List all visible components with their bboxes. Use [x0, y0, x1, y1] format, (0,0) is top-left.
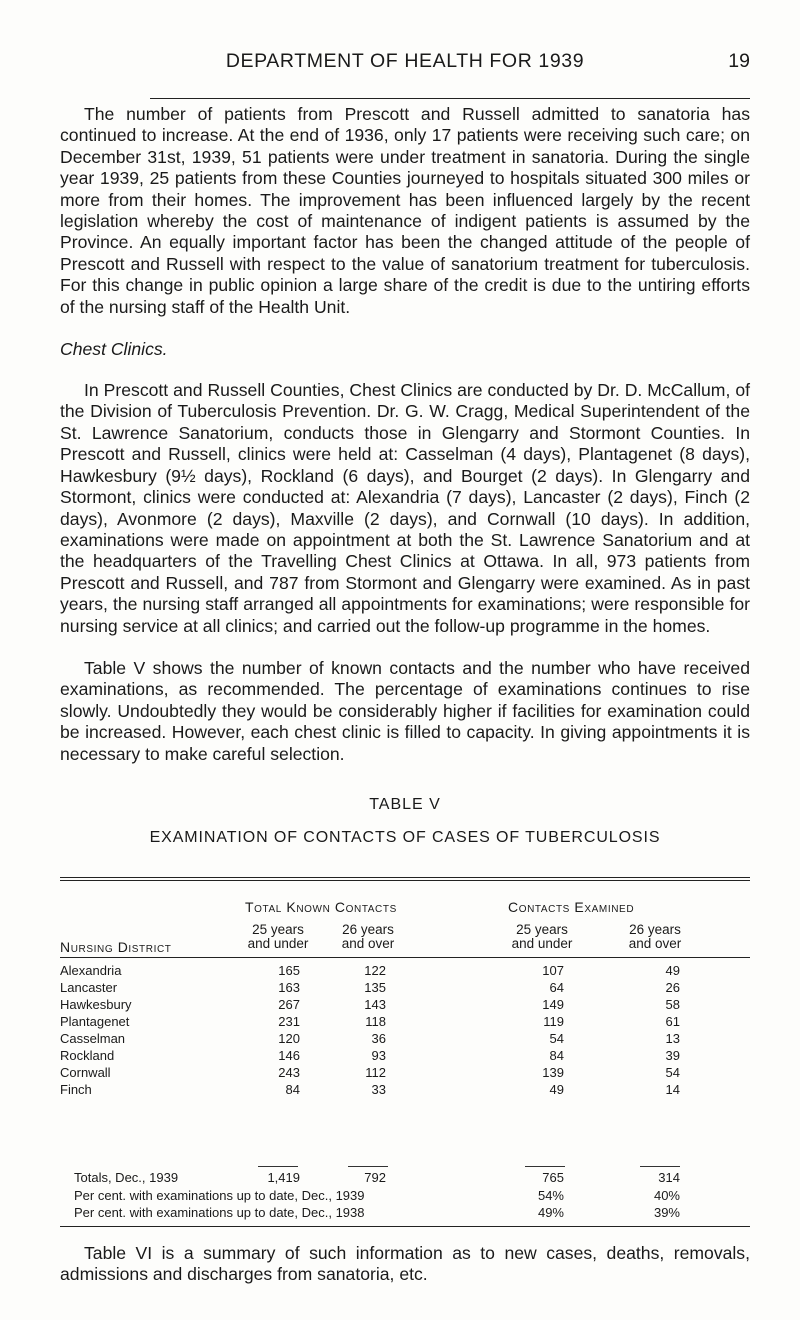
row-exam-over: 54 [665, 1064, 680, 1080]
dash-exam-under [525, 1166, 565, 1167]
row-known-over: 33 [371, 1081, 386, 1097]
pct-1939-under: 54% [537, 1188, 564, 1203]
row-exam-over: 26 [665, 979, 680, 995]
totals-exam-under: 765 [542, 1170, 564, 1185]
row-exam-over: 61 [665, 1013, 680, 1029]
pct-1939-label: Per cent. with examinations up to date, Dec., 1939 [74, 1188, 365, 1203]
row-district: Rockland [60, 1047, 115, 1063]
pct-1939-over: 40% [653, 1188, 680, 1203]
row-exam-under: 64 [549, 979, 564, 995]
row-district: Finch [60, 1081, 92, 1097]
page-title: DEPARTMENT OF HEALTH FOR 1939 [225, 50, 585, 72]
col-header-district: Nursing District [60, 938, 172, 955]
table-subtitle: EXAMINATION OF CONTACTS OF CASES OF TUBERCULOSIS [149, 828, 661, 846]
table-row [60, 1065, 750, 1082]
table-row [60, 1014, 750, 1031]
row-exam-under: 54 [549, 1030, 564, 1046]
table-row [60, 1082, 750, 1099]
pct-1938-under: 49% [537, 1205, 564, 1220]
table-rule-top [60, 877, 750, 878]
paragraph-table-vi: Table VI is a summary of such information as to new cases, deaths, removals, admissions and discharges from sanatoria, etc. [60, 1243, 750, 1285]
row-exam-under: 49 [549, 1081, 564, 1097]
document-page [60, 40, 750, 1133]
row-exam-under: 107 [542, 962, 564, 978]
totals-exam-over: 314 [658, 1170, 680, 1185]
row-exam-under: 149 [542, 996, 564, 1012]
table-row [60, 1048, 750, 1065]
group-header-known: Total Known Contacts [245, 898, 397, 915]
row-known-under: 243 [278, 1064, 300, 1080]
col-header-known-over-line1: 26 years [342, 921, 394, 937]
row-exam-under: 119 [543, 1013, 564, 1029]
row-known-under: 165 [278, 962, 300, 978]
row-known-under: 267 [278, 996, 300, 1012]
group-header-examined: Contacts Examined [508, 898, 635, 915]
col-header-known-over-line2: and over [341, 935, 395, 951]
row-known-under: 163 [278, 979, 300, 995]
pct-1938-label: Per cent. with examinations up to date, Dec., 1938 [74, 1205, 365, 1220]
row-district: Plantagenet [60, 1013, 130, 1029]
row-district: Casselman [60, 1030, 126, 1046]
table-footer-inner [60, 907, 750, 997]
row-known-over: 36 [371, 1030, 386, 1046]
totals-label: Totals, Dec., 1939 [74, 1170, 179, 1185]
col-header-exam-under-line1: 25 years [516, 921, 568, 937]
row-known-under: 84 [285, 1081, 300, 1097]
header-rule [150, 98, 750, 99]
col-header-exam-over-line1: 26 years [629, 921, 681, 937]
row-district: Hawkesbury [60, 996, 132, 1012]
row-district: Lancaster [60, 979, 118, 995]
table-title: TABLE V [369, 795, 441, 813]
row-exam-under: 139 [542, 1064, 564, 1080]
table-rule-top-double [60, 880, 750, 881]
page-number: 19 [728, 50, 750, 72]
dash-known-over [348, 1166, 388, 1167]
dash-exam-over [640, 1166, 680, 1167]
table-rule-bottom [60, 1226, 750, 1227]
row-exam-over: 39 [665, 1047, 680, 1063]
row-known-under: 120 [278, 1030, 300, 1046]
row-district: Cornwall [60, 1064, 111, 1080]
row-known-over: 93 [371, 1047, 386, 1063]
table-row [60, 1031, 750, 1048]
row-known-over: 118 [365, 1013, 386, 1029]
page-header [60, 40, 750, 80]
paragraph-table-v-intro: Table V shows the number of known contacts and the number who have received examinations, as recommended. The percentage of examinations continues to rise slowly. Undoubtedly they would be considerably higher if facilities for examination could be increased. However, each chest clinic is filled to capacity. In giving appointments it is necessary to make careful selection. [60, 657, 750, 764]
row-exam-over: 14 [665, 1081, 680, 1097]
section-title-chest-clinics: Chest Clinics. [60, 339, 168, 360]
table-row [60, 997, 750, 1014]
row-known-under: 146 [278, 1047, 300, 1063]
row-exam-over: 13 [665, 1030, 680, 1046]
col-header-known-under-line2: and under [247, 935, 309, 951]
row-known-under: 231 [278, 1013, 300, 1029]
totals-known-over: 792 [364, 1170, 386, 1185]
row-exam-over: 58 [665, 996, 680, 1012]
row-exam-under: 84 [549, 1047, 564, 1063]
row-known-over: 135 [364, 979, 386, 995]
row-known-over: 112 [365, 1064, 386, 1080]
pct-1938-over: 39% [653, 1205, 680, 1220]
row-exam-over: 49 [665, 962, 680, 978]
row-district: Alexandria [60, 962, 122, 978]
dash-known-under [258, 1166, 298, 1167]
paragraph-sanatoria: The number of patients from Prescott and Russell admitted to sanatoria has continued to increase. At the end of 1936, only 17 patients were receiving such care; on December 31st, 1939, 51 patients were under treatment in sanatoria. During the single year 1939, 25 patients from these Counties journeyed to hospitals situated 300 miles or more from their homes. The improvement has been influenced largely by the recent legislation whereby the cost of maintenance of indigent patients is assumed by the Province. An equally important factor has been the changed attitude of the people of Prescott and Russell with respect to the value of sanatorium treatment for tuberculosis. For this change in public opinion a large share of the credit is due to the untiring efforts of the nursing staff of the Health Unit. [60, 104, 750, 317]
row-known-over: 143 [364, 996, 386, 1012]
row-known-over: 122 [364, 962, 386, 978]
paragraph-chest-clinics: In Prescott and Russell Counties, Chest Clinics are conducted by Dr. D. McCallum, of the Division of Tuberculosis Prevention. Dr. G. W. Cragg, Medical Superintendent of the St. Lawrence Sanatorium, conducts those in Glengarry and Stormont Counties. In Prescott and Russell, clinics were held at: Casselman (4 days), Plantagenet (8 days), Hawkesbury (9½ days), Rockland (6 days), and Bourget (2 days). In Glengarry and Stormont, clinics were conducted at: Alexandria (7 days), Lancaster (2 days), Finch (2 days), Avonmore (2 days), Maxville (2 days), and Cornwall (10 days). In addition, examinations were made on appointment at both the St. Lawrence Sanatorium and at the headquarters of the Travelling Chest Clinics at Ottawa. In all, 973 patients from Prescott and Russell, and 787 from Stormont and Glengarry were examined. As in past years, the nursing staff arranged all appointments for examinations; were responsible for nursing service at all clinics; and carried out the follow-up programme in the homes. [60, 380, 750, 636]
col-header-exam-over-line2: and over [628, 935, 682, 951]
col-header-exam-under-line2: and under [511, 935, 573, 951]
col-header-known-under-line1: 25 years [252, 921, 304, 937]
totals-known-under: 1,419 [267, 1170, 300, 1185]
closing-paragraph-wrap [60, 1243, 750, 1286]
